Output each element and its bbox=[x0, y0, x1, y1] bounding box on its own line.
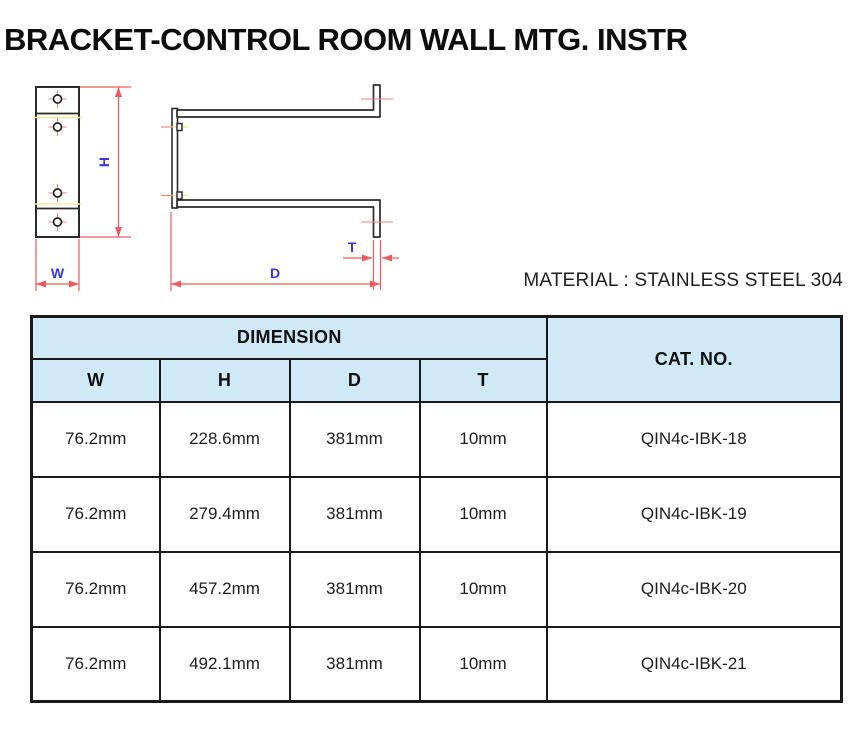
row-1-d: 381mm bbox=[290, 477, 420, 552]
side-bottom-arm bbox=[177, 200, 380, 237]
table-row bbox=[32, 552, 842, 627]
row-3-t: 10mm bbox=[420, 627, 547, 702]
row-0-t: 10mm bbox=[420, 402, 547, 477]
row-2-t: 10mm bbox=[420, 552, 547, 627]
row-0-d: 381mm bbox=[290, 402, 420, 477]
material-note: MATERIAL : STAINLESS STEEL 304 bbox=[523, 270, 843, 291]
row-2-h: 457.2mm bbox=[160, 552, 290, 627]
w-dimension-label: W bbox=[50, 265, 65, 281]
dimension-table bbox=[30, 315, 843, 703]
row-3-h: 492.1mm bbox=[160, 627, 290, 702]
col-header-t: T bbox=[420, 359, 547, 402]
row-3-d: 381mm bbox=[290, 627, 420, 702]
row-2-cat-no: QIN4c-IBK-20 bbox=[547, 552, 842, 627]
t-dimension-label: T bbox=[347, 239, 357, 255]
page-title: BRACKET-CONTROL ROOM WALL MTG. INSTR bbox=[4, 22, 688, 57]
row-2-d: 381mm bbox=[290, 552, 420, 627]
h-dimension bbox=[80, 87, 131, 237]
row-0-cat-no: QIN4c-IBK-18 bbox=[547, 402, 842, 477]
w-dimension bbox=[36, 239, 79, 291]
row-1-cat-no: QIN4c-IBK-19 bbox=[547, 477, 842, 552]
technical-drawing bbox=[0, 70, 430, 305]
row-3-cat-no: QIN4c-IBK-21 bbox=[547, 627, 842, 702]
col-header-d: D bbox=[290, 359, 420, 402]
side-top-arm bbox=[177, 85, 380, 117]
front-view bbox=[33, 87, 82, 237]
dimension-group-header: DIMENSION bbox=[32, 317, 547, 359]
row-0-w: 76.2mm bbox=[32, 402, 160, 477]
row-2-w: 76.2mm bbox=[32, 552, 160, 627]
bracket-drawing-svg bbox=[0, 70, 430, 305]
table-row bbox=[32, 627, 842, 702]
row-1-w: 76.2mm bbox=[32, 477, 160, 552]
col-header-w: W bbox=[32, 359, 160, 402]
row-1-t: 10mm bbox=[420, 477, 547, 552]
t-dimension bbox=[343, 239, 399, 290]
col-header-h: H bbox=[160, 359, 290, 402]
row-0-h: 228.6mm bbox=[160, 402, 290, 477]
row-1-h: 279.4mm bbox=[160, 477, 290, 552]
cat-no-header: CAT. NO. bbox=[547, 317, 842, 402]
row-3-w: 76.2mm bbox=[32, 627, 160, 702]
d-dimension-label: D bbox=[269, 265, 281, 281]
side-view bbox=[161, 85, 393, 237]
h-dimension-label: H bbox=[96, 156, 112, 168]
table-row bbox=[32, 477, 842, 552]
table-row bbox=[32, 402, 842, 477]
